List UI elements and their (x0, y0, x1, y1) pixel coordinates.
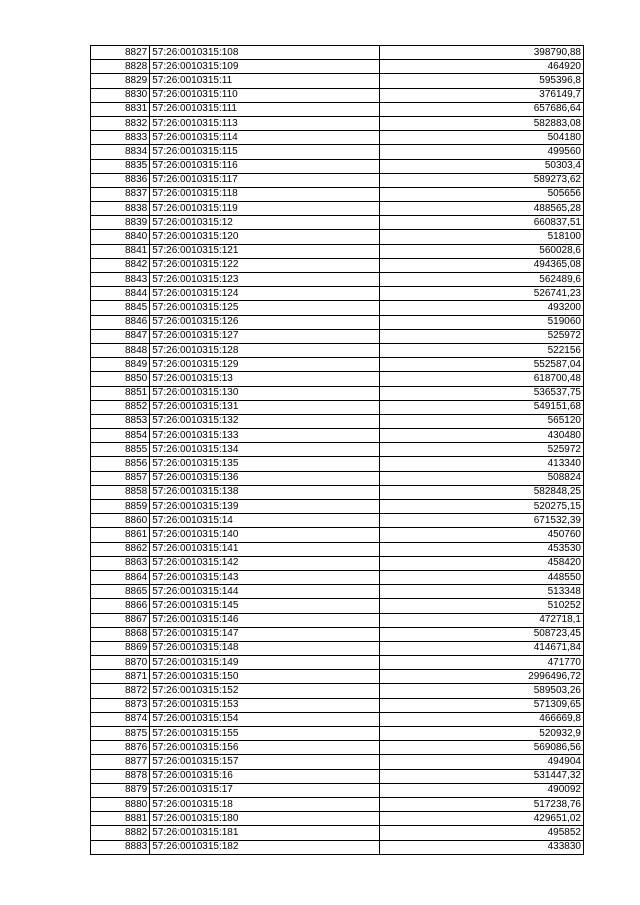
value-cell: 493200 (380, 301, 584, 315)
value-cell: 490092 (380, 783, 584, 797)
table-row (91, 301, 584, 315)
row-number-cell: 8880 (91, 797, 150, 811)
value-cell: 495852 (380, 826, 584, 840)
value-cell: 536537,75 (380, 386, 584, 400)
cadastral-number-cell: 57:26:0010315:12 (150, 216, 380, 230)
table-row (91, 627, 584, 641)
table-row (91, 684, 584, 698)
cadastral-number-cell: 57:26:0010315:154 (150, 712, 380, 726)
row-number-cell: 8870 (91, 656, 150, 670)
row-number-cell: 8859 (91, 500, 150, 514)
table-row (91, 656, 584, 670)
row-number-cell: 8865 (91, 585, 150, 599)
table-row (91, 585, 584, 599)
cadastral-number-cell: 57:26:0010315:130 (150, 386, 380, 400)
table-row (91, 457, 584, 471)
row-number-cell: 8852 (91, 400, 150, 414)
row-number-cell: 8878 (91, 769, 150, 783)
row-number-cell: 8830 (91, 88, 150, 102)
value-cell: 552587,04 (380, 358, 584, 372)
value-cell: 618700,48 (380, 372, 584, 386)
value-cell: 562489,6 (380, 273, 584, 287)
table-row (91, 145, 584, 159)
value-cell: 508723,45 (380, 627, 584, 641)
row-number-cell: 8839 (91, 216, 150, 230)
row-number-cell: 8832 (91, 116, 150, 130)
table-row (91, 159, 584, 173)
table-row (91, 244, 584, 258)
table-row (91, 500, 584, 514)
cadastral-number-cell: 57:26:0010315:116 (150, 159, 380, 173)
value-cell: 508824 (380, 471, 584, 485)
value-cell: 517238,76 (380, 797, 584, 811)
value-cell: 522156 (380, 343, 584, 357)
table-row (91, 202, 584, 216)
table-row (91, 273, 584, 287)
value-cell: 414671,84 (380, 641, 584, 655)
row-number-cell: 8834 (91, 145, 150, 159)
value-cell: 525972 (380, 329, 584, 343)
row-number-cell: 8876 (91, 741, 150, 755)
row-number-cell: 8862 (91, 542, 150, 556)
table-row (91, 329, 584, 343)
table-row (91, 372, 584, 386)
cadastral-number-cell: 57:26:0010315:115 (150, 145, 380, 159)
table-row (91, 187, 584, 201)
table-row (91, 386, 584, 400)
row-number-cell: 8846 (91, 315, 150, 329)
table-row (91, 769, 584, 783)
cadastral-number-cell: 57:26:0010315:147 (150, 627, 380, 641)
row-number-cell: 8872 (91, 684, 150, 698)
cadastral-number-cell: 57:26:0010315:152 (150, 684, 380, 698)
table-row (91, 840, 584, 854)
table-row (91, 542, 584, 556)
value-cell: 488565,28 (380, 202, 584, 216)
row-number-cell: 8847 (91, 329, 150, 343)
value-cell: 448550 (380, 570, 584, 584)
cadastral-number-cell: 57:26:0010315:126 (150, 315, 380, 329)
table-row (91, 88, 584, 102)
row-number-cell: 8873 (91, 698, 150, 712)
table-row (91, 556, 584, 570)
value-cell: 458420 (380, 556, 584, 570)
cadastral-number-cell: 57:26:0010315:16 (150, 769, 380, 783)
value-cell: 518100 (380, 230, 584, 244)
table-row (91, 414, 584, 428)
value-cell: 433830 (380, 840, 584, 854)
value-cell: 671532,39 (380, 514, 584, 528)
cadastral-number-cell: 57:26:0010315:128 (150, 343, 380, 357)
cadastral-number-cell: 57:26:0010315:113 (150, 116, 380, 130)
row-number-cell: 8860 (91, 514, 150, 528)
table-row (91, 102, 584, 116)
table-row (91, 131, 584, 145)
row-number-cell: 8848 (91, 343, 150, 357)
value-cell: 595396,8 (380, 74, 584, 88)
value-cell: 2996496,72 (380, 670, 584, 684)
cadastral-number-cell: 57:26:0010315:145 (150, 599, 380, 613)
row-number-cell: 8827 (91, 46, 150, 60)
cadastral-number-cell: 57:26:0010315:180 (150, 812, 380, 826)
row-number-cell: 8883 (91, 840, 150, 854)
table-row (91, 826, 584, 840)
cadastral-number-cell: 57:26:0010315:139 (150, 500, 380, 514)
table-row (91, 755, 584, 769)
cadastral-value-table (90, 45, 584, 855)
table-row (91, 400, 584, 414)
value-cell: 582848,25 (380, 485, 584, 499)
value-cell: 398790,88 (380, 46, 584, 60)
table-row (91, 727, 584, 741)
table-row (91, 528, 584, 542)
value-cell: 471770 (380, 656, 584, 670)
cadastral-number-cell: 57:26:0010315:18 (150, 797, 380, 811)
row-number-cell: 8853 (91, 414, 150, 428)
row-number-cell: 8869 (91, 641, 150, 655)
value-cell: 494904 (380, 755, 584, 769)
table-row (91, 429, 584, 443)
table-row (91, 570, 584, 584)
cadastral-number-cell: 57:26:0010315:108 (150, 46, 380, 60)
row-number-cell: 8835 (91, 159, 150, 173)
row-number-cell: 8845 (91, 301, 150, 315)
value-cell: 526741,23 (380, 287, 584, 301)
table-row (91, 258, 584, 272)
value-cell: 472718,1 (380, 613, 584, 627)
value-cell: 376149,7 (380, 88, 584, 102)
cadastral-number-cell: 57:26:0010315:141 (150, 542, 380, 556)
table-row (91, 173, 584, 187)
cadastral-number-cell: 57:26:0010315:121 (150, 244, 380, 258)
value-cell: 464920 (380, 60, 584, 74)
table-row (91, 741, 584, 755)
table-row (91, 812, 584, 826)
row-number-cell: 8857 (91, 471, 150, 485)
row-number-cell: 8829 (91, 74, 150, 88)
table-row (91, 46, 584, 60)
table-body (91, 46, 584, 855)
cadastral-number-cell: 57:26:0010315:110 (150, 88, 380, 102)
row-number-cell: 8882 (91, 826, 150, 840)
cadastral-number-cell: 57:26:0010315:138 (150, 485, 380, 499)
cadastral-number-cell: 57:26:0010315:14 (150, 514, 380, 528)
value-cell: 531447,32 (380, 769, 584, 783)
table-row (91, 216, 584, 230)
cadastral-number-cell: 57:26:0010315:153 (150, 698, 380, 712)
table-row (91, 698, 584, 712)
value-cell: 453530 (380, 542, 584, 556)
value-cell: 525972 (380, 443, 584, 457)
value-cell: 571309,65 (380, 698, 584, 712)
value-cell: 513348 (380, 585, 584, 599)
row-number-cell: 8875 (91, 727, 150, 741)
value-cell: 520275,15 (380, 500, 584, 514)
value-cell: 413340 (380, 457, 584, 471)
value-cell: 589503,26 (380, 684, 584, 698)
cadastral-number-cell: 57:26:0010315:13 (150, 372, 380, 386)
table-row (91, 343, 584, 357)
row-number-cell: 8855 (91, 443, 150, 457)
table-row (91, 60, 584, 74)
value-cell: 504180 (380, 131, 584, 145)
value-cell: 466669,8 (380, 712, 584, 726)
table-row (91, 74, 584, 88)
row-number-cell: 8838 (91, 202, 150, 216)
row-number-cell: 8837 (91, 187, 150, 201)
cadastral-number-cell: 57:26:0010315:124 (150, 287, 380, 301)
row-number-cell: 8828 (91, 60, 150, 74)
cadastral-number-cell: 57:26:0010315:132 (150, 414, 380, 428)
table-row (91, 514, 584, 528)
table-row (91, 641, 584, 655)
cadastral-number-cell: 57:26:0010315:157 (150, 755, 380, 769)
row-number-cell: 8863 (91, 556, 150, 570)
row-number-cell: 8871 (91, 670, 150, 684)
cadastral-number-cell: 57:26:0010315:135 (150, 457, 380, 471)
table-row (91, 599, 584, 613)
cadastral-number-cell: 57:26:0010315:155 (150, 727, 380, 741)
cadastral-number-cell: 57:26:0010315:17 (150, 783, 380, 797)
row-number-cell: 8851 (91, 386, 150, 400)
value-cell: 589273,62 (380, 173, 584, 187)
row-number-cell: 8849 (91, 358, 150, 372)
value-cell: 582883,08 (380, 116, 584, 130)
row-number-cell: 8854 (91, 429, 150, 443)
cadastral-number-cell: 57:26:0010315:109 (150, 60, 380, 74)
table-row (91, 485, 584, 499)
cadastral-number-cell: 57:26:0010315:120 (150, 230, 380, 244)
row-number-cell: 8879 (91, 783, 150, 797)
cadastral-number-cell: 57:26:0010315:148 (150, 641, 380, 655)
value-cell: 510252 (380, 599, 584, 613)
table-row (91, 797, 584, 811)
table-row (91, 116, 584, 130)
cadastral-number-cell: 57:26:0010315:156 (150, 741, 380, 755)
table-row (91, 670, 584, 684)
cadastral-number-cell: 57:26:0010315:131 (150, 400, 380, 414)
cadastral-number-cell: 57:26:0010315:149 (150, 656, 380, 670)
value-cell: 560028,6 (380, 244, 584, 258)
value-cell: 520932,9 (380, 727, 584, 741)
table-row (91, 315, 584, 329)
value-cell: 519060 (380, 315, 584, 329)
value-cell: 565120 (380, 414, 584, 428)
table-row (91, 443, 584, 457)
row-number-cell: 8868 (91, 627, 150, 641)
cadastral-number-cell: 57:26:0010315:144 (150, 585, 380, 599)
value-cell: 50303,4 (380, 159, 584, 173)
cadastral-number-cell: 57:26:0010315:133 (150, 429, 380, 443)
cadastral-number-cell: 57:26:0010315:118 (150, 187, 380, 201)
table-row (91, 471, 584, 485)
value-cell: 657686,64 (380, 102, 584, 116)
cadastral-number-cell: 57:26:0010315:182 (150, 840, 380, 854)
value-cell: 569086,56 (380, 741, 584, 755)
row-number-cell: 8877 (91, 755, 150, 769)
cadastral-number-cell: 57:26:0010315:127 (150, 329, 380, 343)
cadastral-number-cell: 57:26:0010315:117 (150, 173, 380, 187)
row-number-cell: 8866 (91, 599, 150, 613)
cadastral-number-cell: 57:26:0010315:136 (150, 471, 380, 485)
value-cell: 549151,68 (380, 400, 584, 414)
value-cell: 429651,02 (380, 812, 584, 826)
cadastral-number-cell: 57:26:0010315:181 (150, 826, 380, 840)
row-number-cell: 8840 (91, 230, 150, 244)
row-number-cell: 8836 (91, 173, 150, 187)
row-number-cell: 8867 (91, 613, 150, 627)
row-number-cell: 8831 (91, 102, 150, 116)
cadastral-number-cell: 57:26:0010315:125 (150, 301, 380, 315)
row-number-cell: 8843 (91, 273, 150, 287)
cadastral-number-cell: 57:26:0010315:134 (150, 443, 380, 457)
row-number-cell: 8833 (91, 131, 150, 145)
cadastral-number-cell: 57:26:0010315:122 (150, 258, 380, 272)
cadastral-number-cell: 57:26:0010315:123 (150, 273, 380, 287)
value-cell: 660837,51 (380, 216, 584, 230)
table-row (91, 783, 584, 797)
cadastral-number-cell: 57:26:0010315:114 (150, 131, 380, 145)
cadastral-number-cell: 57:26:0010315:140 (150, 528, 380, 542)
cadastral-number-cell: 57:26:0010315:146 (150, 613, 380, 627)
table-row (91, 230, 584, 244)
value-cell: 499560 (380, 145, 584, 159)
row-number-cell: 8844 (91, 287, 150, 301)
row-number-cell: 8874 (91, 712, 150, 726)
table-row (91, 613, 584, 627)
cadastral-number-cell: 57:26:0010315:119 (150, 202, 380, 216)
value-cell: 450760 (380, 528, 584, 542)
value-cell: 494365,08 (380, 258, 584, 272)
row-number-cell: 8881 (91, 812, 150, 826)
cadastral-number-cell: 57:26:0010315:129 (150, 358, 380, 372)
row-number-cell: 8850 (91, 372, 150, 386)
cadastral-number-cell: 57:26:0010315:111 (150, 102, 380, 116)
table-row (91, 287, 584, 301)
cadastral-number-cell: 57:26:0010315:142 (150, 556, 380, 570)
row-number-cell: 8841 (91, 244, 150, 258)
row-number-cell: 8842 (91, 258, 150, 272)
row-number-cell: 8864 (91, 570, 150, 584)
row-number-cell: 8856 (91, 457, 150, 471)
table-row (91, 712, 584, 726)
value-cell: 505656 (380, 187, 584, 201)
cadastral-number-cell: 57:26:0010315:150 (150, 670, 380, 684)
cadastral-number-cell: 57:26:0010315:11 (150, 74, 380, 88)
row-number-cell: 8861 (91, 528, 150, 542)
value-cell: 430480 (380, 429, 584, 443)
row-number-cell: 8858 (91, 485, 150, 499)
table-row (91, 358, 584, 372)
cadastral-number-cell: 57:26:0010315:143 (150, 570, 380, 584)
